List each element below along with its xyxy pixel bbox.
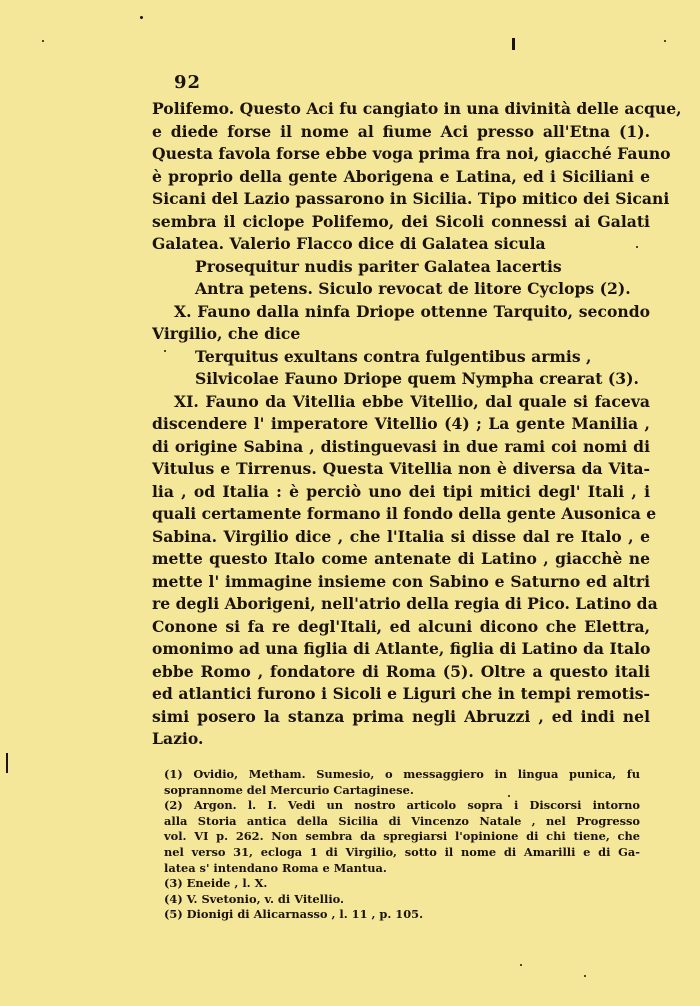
footnote-line: alla Storia antica della Sicilia di Vincenzo Natale , nel Progresso [164,813,640,828]
text-line: simi posero la stanza prima negli Abruzzi , ed indi nel [152,706,650,726]
text-line: Polifemo. Questo Aci fu cangiato in una divinità delle acque, [152,99,682,118]
text-line: re degli Aborigeni, nell'atrio della regia di Pico. Latino da [152,594,658,613]
text-line: di origine Sabina , distinguevasi in due rami coi nomi di [152,436,650,456]
text-line: X. Fauno dalla ninfa Driope ottenne Tarquito, secondo [174,301,650,321]
text-line: Terquitus exultans contra fulgentibus armis , [195,346,592,366]
scan-mark [6,753,8,773]
scan-speck [584,975,586,977]
text-line: ebbe Romo , fondatore di Roma (5). Oltre a questo itali [152,661,650,681]
text-line: è proprio della gente Aborigena e Latina, ed i Siciliani e [152,166,650,186]
footnote-line: nel verso 31, ecloga 1 di Virgilio, sotto il nome di Amarilli e di Ga- [164,844,640,859]
text-line: lia , od Italia : è perciò uno dei tipi mitici degl' Itali , i [152,481,650,501]
footnote-line: (1) Ovidio, Metham. Sumesio, o messaggiero in lingua punica, fu [164,767,640,781]
text-line: e diede forse il nome al fiume Aci presso all'Etna (1). [152,121,650,141]
text-line: Vitulus e Tirrenus. Questa Vitellia non è diversa da Vita- [152,459,650,478]
footnote-line: latea s' intendano Roma e Mantua. [164,860,387,875]
text-line: Questa favola forse ebbe voga prima fra noi, giacché Fauno [152,144,671,163]
text-line: Prosequitur nudis pariter Galatea lacertis [195,256,562,276]
footnote-line: (3) Eneide , l. X. [164,876,268,891]
scan-speck [636,246,638,248]
footnote-line: soprannome del Mercurio Cartaginese. [164,782,414,797]
page-number: 92 [174,72,202,93]
text-line: Sabina. Virgilio dice , che l'Italia si disse dal re Italo , e [152,526,650,546]
scan-speck [664,40,666,42]
scan-speck [508,795,510,797]
text-line: Virgilio, che dice [152,324,301,343]
scan-speck [520,964,522,966]
main-text [152,98,682,751]
footnotes [164,767,640,923]
text-line: Galatea. Valerio Flacco dice di Galatea sicula [152,234,546,253]
footnote-line: vol. VI p. 262. Non sembra da spregiarsi l'opinione di chi tiene, che [164,829,640,844]
text-line: XI. Fauno da Vitellia ebbe Vitellio, dal quale si faceva [174,391,650,411]
footnote-line: (5) Dionigi di Alicarnasso , l. 11 , p. 105. [164,907,424,922]
scan-speck [42,40,44,42]
scan-speck [140,16,143,19]
text-line: discendere l' imperatore Vitellio (4) ; La gente Manilia , [152,414,650,433]
text-line: mette l' immagine insieme con Sabino e Saturno ed altri [152,571,650,591]
footnote-line: (2) Argon. l. I. Vedi un nostro articolo sopra i Discorsi intorno [164,798,640,813]
text-line: Silvicolae Fauno Driope quem Nympha crearat (3). [195,369,639,388]
scan-mark [512,38,515,50]
text-line: Conone si fa re degl'Itali, ed alcuni dicono che Elettra, [152,616,650,636]
text-line: sembra il ciclope Polifemo, dei Sicoli connessi ai Galati [152,211,650,231]
text-line: Sicani del Lazio passarono in Sicilia. Tipo mitico dei Sicani [152,189,670,208]
text-line: Lazio. [152,729,204,748]
text-line: omonimo ad una figlia di Atlante, figlia di Latino da Italo [152,639,651,658]
scan-speck [164,350,166,352]
text-line: quali certamente formano il fondo della gente Ausonica e [152,504,657,523]
text-line: ed atlantici furono i Sicoli e Liguri che in tempi remotis- [152,684,650,703]
text-line: mette questo Italo come antenate di Latino , giacchè ne [152,549,650,568]
text-line: Antra petens. Siculo revocat de litore Cyclops (2). [195,279,631,298]
footnote-line: (4) V. Svetonio, v. di Vitellio. [164,891,345,906]
